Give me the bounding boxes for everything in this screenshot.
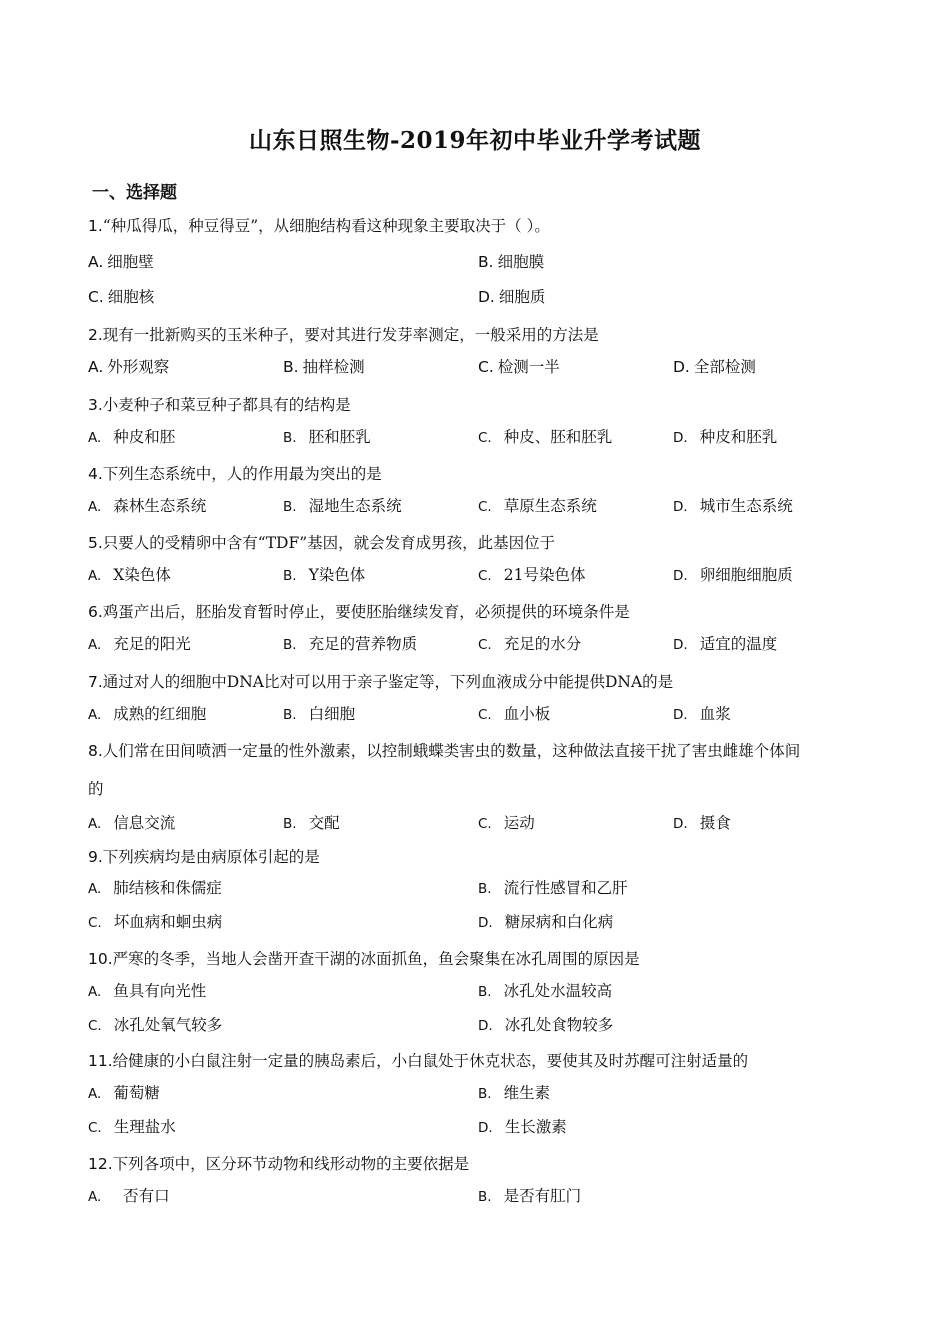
question-text: 小麦种子和菜豆种子都具有的结构是 (102, 396, 351, 414)
option-a (88, 250, 154, 272)
option-b (283, 563, 365, 585)
option-c (88, 1115, 176, 1137)
option-a (88, 979, 206, 1001)
question-number: 4. (88, 465, 103, 483)
option-letter: B. (478, 1086, 492, 1102)
option-text: 湿地生态系统 (308, 497, 402, 515)
option-letter: A. (88, 984, 102, 1000)
option-text: 城市生态系统 (699, 497, 793, 515)
option-text: 充足的阳光 (113, 635, 191, 653)
option-text: 种皮和胚乳 (699, 428, 778, 446)
option-d (673, 563, 793, 585)
question-text-continued: 的 (88, 780, 104, 798)
option-b (283, 632, 417, 654)
question-text: 鸡蛋产出后，胚胎发育暂时停止，要使胚胎继续发育，必须提供的环境条件是 (102, 603, 630, 621)
option-a (88, 632, 191, 654)
option-text: Y染色体 (308, 566, 366, 584)
option-text: 信息交流 (113, 814, 176, 832)
option-text: 卵细胞细胞质 (699, 566, 793, 584)
option-d (673, 811, 731, 833)
option-letter: C. (88, 915, 102, 931)
option-letter: C. (88, 1120, 102, 1136)
option-a (88, 702, 206, 724)
option-a (88, 425, 175, 447)
option-letter: A. (88, 881, 102, 897)
option-b (478, 250, 544, 272)
question-5 (88, 531, 555, 553)
option-text: 种皮和胚 (113, 428, 176, 446)
option-letter: D. (478, 1018, 493, 1034)
question-text: 下列生态系统中，人的作用最为突出的是 (102, 465, 382, 483)
option-text: 充足的营养物质 (308, 635, 418, 653)
option-c (88, 285, 154, 307)
option-letter: D. (478, 1120, 493, 1136)
option-text: 细胞膜 (497, 253, 545, 271)
question-2 (88, 323, 599, 345)
option-letter: D. (673, 499, 688, 515)
option-text: 葡萄糖 (113, 1084, 160, 1102)
option-text: 维生素 (503, 1084, 551, 1102)
option-b (478, 1184, 581, 1206)
option-a (88, 563, 171, 585)
option-c (478, 425, 612, 447)
option-c (478, 563, 585, 585)
option-letter: B. (283, 499, 297, 515)
option-letter: A. (88, 568, 102, 584)
option-letter: B. (283, 358, 299, 376)
question-number: 6. (88, 603, 103, 621)
option-text: 适宜的温度 (699, 635, 778, 653)
option-text: 全部检测 (693, 358, 756, 376)
option-letter: C. (478, 499, 492, 515)
question-3 (88, 393, 351, 415)
option-b (283, 425, 371, 447)
option-text: 糖尿病和白化病 (504, 913, 614, 931)
option-d (673, 494, 793, 516)
question-number: 5. (88, 534, 103, 552)
option-c (478, 632, 581, 654)
option-c (478, 355, 560, 377)
option-text: X染色体 (113, 566, 171, 584)
option-letter: C. (478, 358, 494, 376)
option-text: 冰孔处水温较高 (503, 982, 613, 1000)
page-title: 山东日照生物-2019年初中毕业升学考试题 (248, 127, 702, 154)
option-d (478, 910, 613, 932)
option-letter: B. (283, 816, 297, 832)
question-text: “种瓜得瓜，种豆得豆”，从细胞结构看这种现象主要取决于（ ）。 (102, 217, 550, 235)
option-text: 冰孔处食物较多 (504, 1016, 614, 1034)
option-b (283, 702, 355, 724)
question-12 (88, 1152, 469, 1174)
option-text: 坏血病和蛔虫病 (113, 913, 223, 931)
option-letter: D. (673, 707, 688, 723)
option-letter: D. (478, 915, 493, 931)
option-a (88, 811, 175, 833)
option-c (478, 494, 597, 516)
question-text: 人们常在田间喷洒一定量的性外激素，以控制蛾蝶类害虫的数量，这种做法直接干扰了害虫雌雄个体间 (102, 742, 801, 760)
option-text: 否有口 (113, 1187, 170, 1205)
option-text: 检测一半 (497, 358, 560, 376)
option-letter: D. (673, 568, 688, 584)
option-b (283, 355, 365, 377)
option-letter: B. (478, 1189, 492, 1205)
option-letter: A. (88, 430, 102, 446)
option-letter: C. (88, 1018, 102, 1034)
question-number: 10. (88, 950, 113, 968)
option-d (673, 355, 756, 377)
question-text: 下列各项中，区分环节动物和线形动物的主要依据是 (112, 1155, 470, 1173)
question-text: 只要人的受精卵中含有“TDF”基因，就会发育成男孩，此基因位于 (102, 534, 556, 552)
option-text: 生长激素 (504, 1118, 567, 1136)
option-c (88, 1013, 222, 1035)
option-text: 细胞质 (498, 288, 546, 306)
option-letter: A. (88, 637, 102, 653)
option-c (478, 811, 535, 833)
option-letter: C. (88, 288, 104, 306)
question-number: 7. (88, 673, 103, 691)
option-letter: B. (478, 984, 492, 1000)
question-text: 给健康的小白鼠注射一定量的胰岛素后，小白鼠处于休克状态，要使其及时苏醒可注射适量的 (112, 1052, 749, 1070)
question-1 (88, 214, 550, 236)
option-b (478, 1081, 550, 1103)
question-text: 现有一批新购买的玉米种子，要对其进行发芽率测定，一般采用的方法是 (102, 326, 599, 344)
option-a (88, 355, 169, 377)
option-letter: C. (478, 568, 492, 584)
option-text: 流行性感冒和乙肝 (503, 879, 628, 897)
option-letter: C. (478, 637, 492, 653)
option-text: 成熟的红细胞 (113, 705, 207, 723)
option-letter: D. (478, 288, 495, 306)
option-a (88, 876, 222, 898)
option-text: 摄食 (699, 814, 731, 832)
option-letter: B. (283, 637, 297, 653)
option-d (478, 1013, 613, 1035)
option-letter: D. (673, 637, 688, 653)
option-letter: B. (283, 430, 297, 446)
section-heading: 一、选择题 (92, 183, 177, 203)
option-b (283, 811, 340, 833)
option-text: 冰孔处氧气较多 (113, 1016, 223, 1034)
question-10 (88, 947, 640, 969)
option-letter: A. (88, 253, 104, 271)
option-text: 血小板 (503, 705, 551, 723)
option-text: 胚和胚乳 (308, 428, 371, 446)
option-c (478, 702, 550, 724)
option-letter: D. (673, 358, 690, 376)
option-d (673, 425, 777, 447)
option-text: 肺结核和侏儒症 (113, 879, 222, 897)
option-d (478, 285, 545, 307)
question-text: 通过对人的细胞中DNA比对可以用于亲子鉴定等，下列血液成分中能提供DNA的是 (102, 673, 674, 691)
option-b (283, 494, 402, 516)
question-11 (88, 1049, 748, 1071)
option-letter: A. (88, 1086, 102, 1102)
question-9 (88, 845, 320, 867)
option-c (88, 910, 222, 932)
option-b (478, 876, 628, 898)
question-number: 1. (88, 217, 103, 235)
option-text: 运动 (503, 814, 535, 832)
option-text: 白细胞 (308, 705, 356, 723)
option-text: 细胞核 (107, 288, 155, 306)
option-letter: B. (283, 707, 297, 723)
question-text: 下列疾病均是由病原体引起的是 (102, 848, 320, 866)
option-letter: A. (88, 816, 102, 832)
option-letter: B. (478, 881, 492, 897)
option-letter: B. (478, 253, 494, 271)
option-letter: A. (88, 499, 102, 515)
question-7 (88, 670, 673, 692)
option-text: 鱼具有向光性 (113, 982, 207, 1000)
option-letter: D. (673, 430, 688, 446)
option-text: 生理盐水 (113, 1118, 176, 1136)
option-text: 外形观察 (107, 358, 170, 376)
option-text: 种皮、胚和胚乳 (503, 428, 613, 446)
option-text: 抽样检测 (302, 358, 365, 376)
option-a (88, 1081, 160, 1103)
question-number: 3. (88, 396, 103, 414)
option-letter: D. (673, 816, 688, 832)
option-b (478, 979, 612, 1001)
option-letter: C. (478, 816, 492, 832)
option-d (478, 1115, 567, 1137)
question-number: 8. (88, 742, 103, 760)
question-number: 2. (88, 326, 103, 344)
option-text: 21号染色体 (503, 566, 586, 584)
question-number: 12. (88, 1155, 113, 1173)
question-4 (88, 462, 382, 484)
option-letter: A. (88, 707, 102, 723)
option-text: 是否有肛门 (503, 1187, 582, 1205)
option-text: 草原生态系统 (503, 497, 597, 515)
option-text: 细胞壁 (107, 253, 154, 271)
option-text: 血浆 (699, 705, 731, 723)
option-letter: B. (283, 568, 297, 584)
option-letter: A. (88, 1189, 102, 1205)
option-letter: A. (88, 358, 104, 376)
option-text: 充足的水分 (503, 635, 582, 653)
option-a (88, 494, 206, 516)
question-text: 严寒的冬季，当地人会凿开查干湖的冰面抓鱼，鱼会聚集在冰孔周围的原因是 (112, 950, 640, 968)
option-d (673, 632, 777, 654)
question-number: 11. (88, 1052, 113, 1070)
option-text: 森林生态系统 (113, 497, 207, 515)
option-a (88, 1184, 170, 1206)
option-letter: C. (478, 707, 492, 723)
question-6 (88, 600, 630, 622)
option-letter: C. (478, 430, 492, 446)
question-number: 9. (88, 848, 103, 866)
option-d (673, 702, 731, 724)
question-8 (88, 739, 800, 761)
option-text: 交配 (308, 814, 340, 832)
